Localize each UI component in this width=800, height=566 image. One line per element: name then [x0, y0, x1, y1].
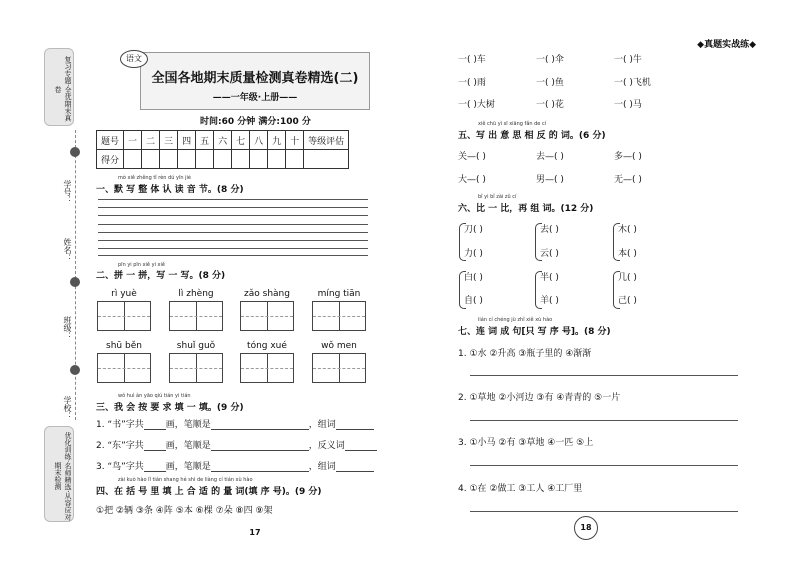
compare-item: 自( ) — [464, 296, 483, 306]
pinyin-prompt: míng tiān — [317, 289, 361, 299]
question-text: 1. “书”字共 — [96, 420, 144, 430]
measure-item: 一( )伞 — [536, 55, 564, 65]
pinyin-prompt: lì zhèng — [178, 289, 214, 299]
answer-blank[interactable] — [345, 450, 377, 451]
answer-line[interactable] — [470, 511, 738, 512]
question-text: 3. “鸟”字共 — [96, 462, 144, 472]
measure-item: 一( )花 — [536, 100, 564, 110]
antonym-item: 关—( ) — [458, 152, 486, 162]
section2-pinyin: pīn yi pīn xiě yi xiě — [118, 262, 165, 268]
score-table — [96, 130, 349, 169]
writing-line[interactable] — [98, 215, 368, 216]
exam-subtitle: ——一年级·上册—— — [212, 93, 298, 103]
sentence-question: 1. ①水 ②升高 ③瓶子里的 ④渐渐 — [458, 349, 592, 359]
compare-item: 羊( ) — [540, 296, 559, 306]
score-header-cell: 六 — [214, 131, 232, 150]
writing-grid[interactable] — [97, 353, 151, 383]
score-header-cell: 九 — [268, 131, 286, 150]
section3-title: 三、我 会 按 要 求 填 一 填。(9 分) — [96, 403, 244, 413]
section7-pinyin: lián cí chéng jù zhǐ xiě xù hào — [478, 317, 553, 323]
measure-item: 一( )飞机 — [614, 78, 651, 88]
writing-line[interactable] — [98, 207, 368, 208]
answer-line[interactable] — [470, 375, 738, 376]
time-score: 时间:60 分钟 满分:100 分 — [200, 117, 311, 127]
class-label: 班级： — [63, 316, 72, 340]
answer-line[interactable] — [470, 465, 738, 466]
answer-blank[interactable] — [144, 471, 166, 472]
writing-grid[interactable] — [240, 301, 294, 331]
score-cell[interactable] — [232, 150, 250, 169]
answer-blank[interactable] — [336, 429, 374, 430]
score-cell[interactable] — [160, 150, 178, 169]
section4-title: 四、在 括 号 里 填 上 合 适 的 量 词(填 序 号)。(9 分) — [96, 487, 322, 497]
measure-word-options: ①把 ②辆 ③条 ④阵 ⑤本 ⑥棵 ⑦朵 ⑧四 ⑨架 — [96, 506, 273, 516]
page-number-right: 18 — [574, 516, 598, 540]
student-id-label: 学号： — [63, 180, 72, 204]
compare-item: 本( ) — [618, 249, 637, 259]
section1-title: 一、默 写 整 体 认 读 音 节。(8 分) — [96, 185, 244, 195]
score-header-cell: 十 — [286, 131, 304, 150]
compare-item: 白( ) — [464, 273, 483, 283]
pinyin-prompt: shuǐ guǒ — [176, 341, 216, 351]
section2-title: 二、拼 一 拼，写 一 写。(8 分) — [96, 271, 226, 281]
measure-item: 一( )车 — [458, 55, 486, 65]
section3-pinyin: wǒ huì àn yāo qiú tián yi tián — [118, 393, 191, 399]
question-text: 画，笔顺是 — [165, 462, 211, 472]
question-text: ，组词 — [308, 420, 336, 430]
writing-line[interactable] — [98, 232, 368, 233]
score-header-cell: 八 — [250, 131, 268, 150]
binding-hole — [70, 277, 80, 287]
measure-item: 一( )马 — [614, 100, 642, 110]
question-text: 画，笔顺是 — [165, 420, 211, 430]
score-cell[interactable] — [268, 150, 286, 169]
pinyin-prompt: wǒ men — [321, 341, 357, 351]
score-header-cell: 二 — [142, 131, 160, 150]
compare-item: 去( ) — [540, 225, 559, 235]
stroke-question — [96, 438, 377, 451]
binding-hole — [70, 365, 80, 375]
score-header-cell: 一 — [124, 131, 142, 150]
exam-title-box — [140, 52, 370, 110]
pinyin-prompt: zǎo shàng — [244, 289, 290, 299]
compare-item: 木( ) — [618, 225, 637, 235]
section5-title: 五、写 出 意 思 相 反 的 词。(6 分) — [458, 131, 606, 141]
exam-title: 全国各地期末质量检测真卷精选(二) — [151, 71, 359, 86]
pinyin-prompt: shū běn — [106, 341, 142, 351]
section6-pinyin: bǐ yi bǐ zài zǔ cí — [478, 194, 517, 200]
stroke-question — [96, 459, 374, 472]
writing-line[interactable] — [98, 199, 368, 200]
compare-item: 半( ) — [540, 273, 559, 283]
sentence-question: 4. ①在 ②做工 ③工人 ④工厂里 — [458, 484, 583, 494]
pinyin-prompt: tóng xué — [247, 341, 287, 351]
antonym-item: 大—( ) — [458, 175, 486, 185]
compare-item: 力( ) — [464, 249, 483, 259]
compare-item: 云( ) — [540, 249, 559, 259]
score-header-cell: 等级评估 — [304, 131, 349, 150]
score-cell[interactable] — [142, 150, 160, 169]
stroke-question — [96, 417, 374, 430]
subject-badge: 语文 — [120, 50, 148, 68]
section1-pinyin: mò xiě zhěng tǐ rèn dú yīn jié — [118, 175, 191, 181]
school-label: 学校： — [63, 396, 72, 420]
score-header-cell: 题号 — [97, 131, 124, 150]
section7-title: 七、连 词 成 句[只 写 序 号]。(8 分) — [458, 327, 611, 337]
antonym-item: 多—( ) — [614, 152, 642, 162]
answer-line[interactable] — [470, 420, 738, 421]
writing-line[interactable] — [98, 255, 368, 256]
writing-line[interactable] — [98, 240, 368, 241]
writing-grid[interactable] — [312, 353, 366, 383]
section6-title: 六、比 一 比，再 组 词。(12 分) — [458, 204, 594, 214]
compare-item: 己( ) — [618, 296, 637, 306]
question-text: 2. “东”字共 — [96, 441, 144, 451]
score-cell[interactable] — [124, 150, 142, 169]
antonym-item: 男—( ) — [536, 175, 564, 185]
writing-grid[interactable] — [97, 301, 151, 331]
antonym-item: 无—( ) — [614, 175, 642, 185]
answer-blank[interactable] — [336, 471, 374, 472]
sidebar-top-tab: 复习专题·全优期末真卷 — [44, 48, 74, 126]
section5-pinyin: xiě chū yì sī xiāng fǎn de cí — [478, 121, 547, 127]
antonym-item: 去—( ) — [536, 152, 564, 162]
score-header-cell: 四 — [178, 131, 196, 150]
section4-pinyin: zài kuò hào lǐ tián shang hé shì de liàng cí tián xù hào — [118, 477, 253, 483]
compare-item: 刀( ) — [464, 225, 483, 235]
question-text: ，组词 — [308, 462, 336, 472]
writing-line[interactable] — [98, 248, 368, 249]
writing-grid[interactable] — [312, 301, 366, 331]
measure-item: 一( )雨 — [458, 78, 486, 88]
writing-grid[interactable] — [169, 353, 223, 383]
score-cell[interactable] — [178, 150, 196, 169]
score-cell[interactable] — [250, 150, 268, 169]
answer-blank[interactable] — [211, 450, 309, 451]
score-table-header-row — [97, 131, 349, 150]
measure-item: 一( )牛 — [614, 55, 642, 65]
score-cell[interactable] — [196, 150, 214, 169]
pinyin-prompt: rì yuè — [111, 289, 137, 299]
answer-blank[interactable] — [211, 429, 309, 430]
corner-label: ◆真题实战练◆ — [697, 40, 756, 50]
sidebar-bottom-tab: 优化训练·名师精选·从容应对期末检测 — [44, 426, 74, 522]
name-label: 姓名： — [63, 238, 72, 262]
measure-item: 一( )鱼 — [536, 78, 564, 88]
score-cell[interactable] — [214, 150, 232, 169]
sentence-question: 3. ①小马 ②有 ③草地 ④一匹 ⑤上 — [458, 438, 594, 448]
answer-blank[interactable] — [144, 429, 166, 430]
binding-hole — [70, 147, 80, 157]
score-header-cell: 七 — [232, 131, 250, 150]
page-number-left: 17 — [249, 528, 261, 537]
score-table-row — [97, 150, 349, 169]
compare-item: 几( ) — [618, 273, 637, 283]
question-text: 画，笔顺是 — [165, 441, 211, 451]
writing-line[interactable] — [98, 224, 368, 225]
writing-grid[interactable] — [169, 301, 223, 331]
score-header-cell: 五 — [196, 131, 214, 150]
score-cell[interactable] — [304, 150, 349, 169]
binding-line — [75, 130, 76, 420]
score-header-cell: 三 — [160, 131, 178, 150]
score-cell[interactable] — [286, 150, 304, 169]
answer-blank[interactable] — [211, 471, 309, 472]
sentence-question: 2. ①草地 ②小河边 ③有 ④青青的 ⑤一片 — [458, 393, 621, 403]
answer-blank[interactable] — [144, 450, 166, 451]
score-row-label: 得分 — [97, 150, 124, 169]
measure-item: 一( )大树 — [458, 100, 495, 110]
question-text: ，反义词 — [308, 441, 345, 451]
writing-grid[interactable] — [240, 353, 294, 383]
